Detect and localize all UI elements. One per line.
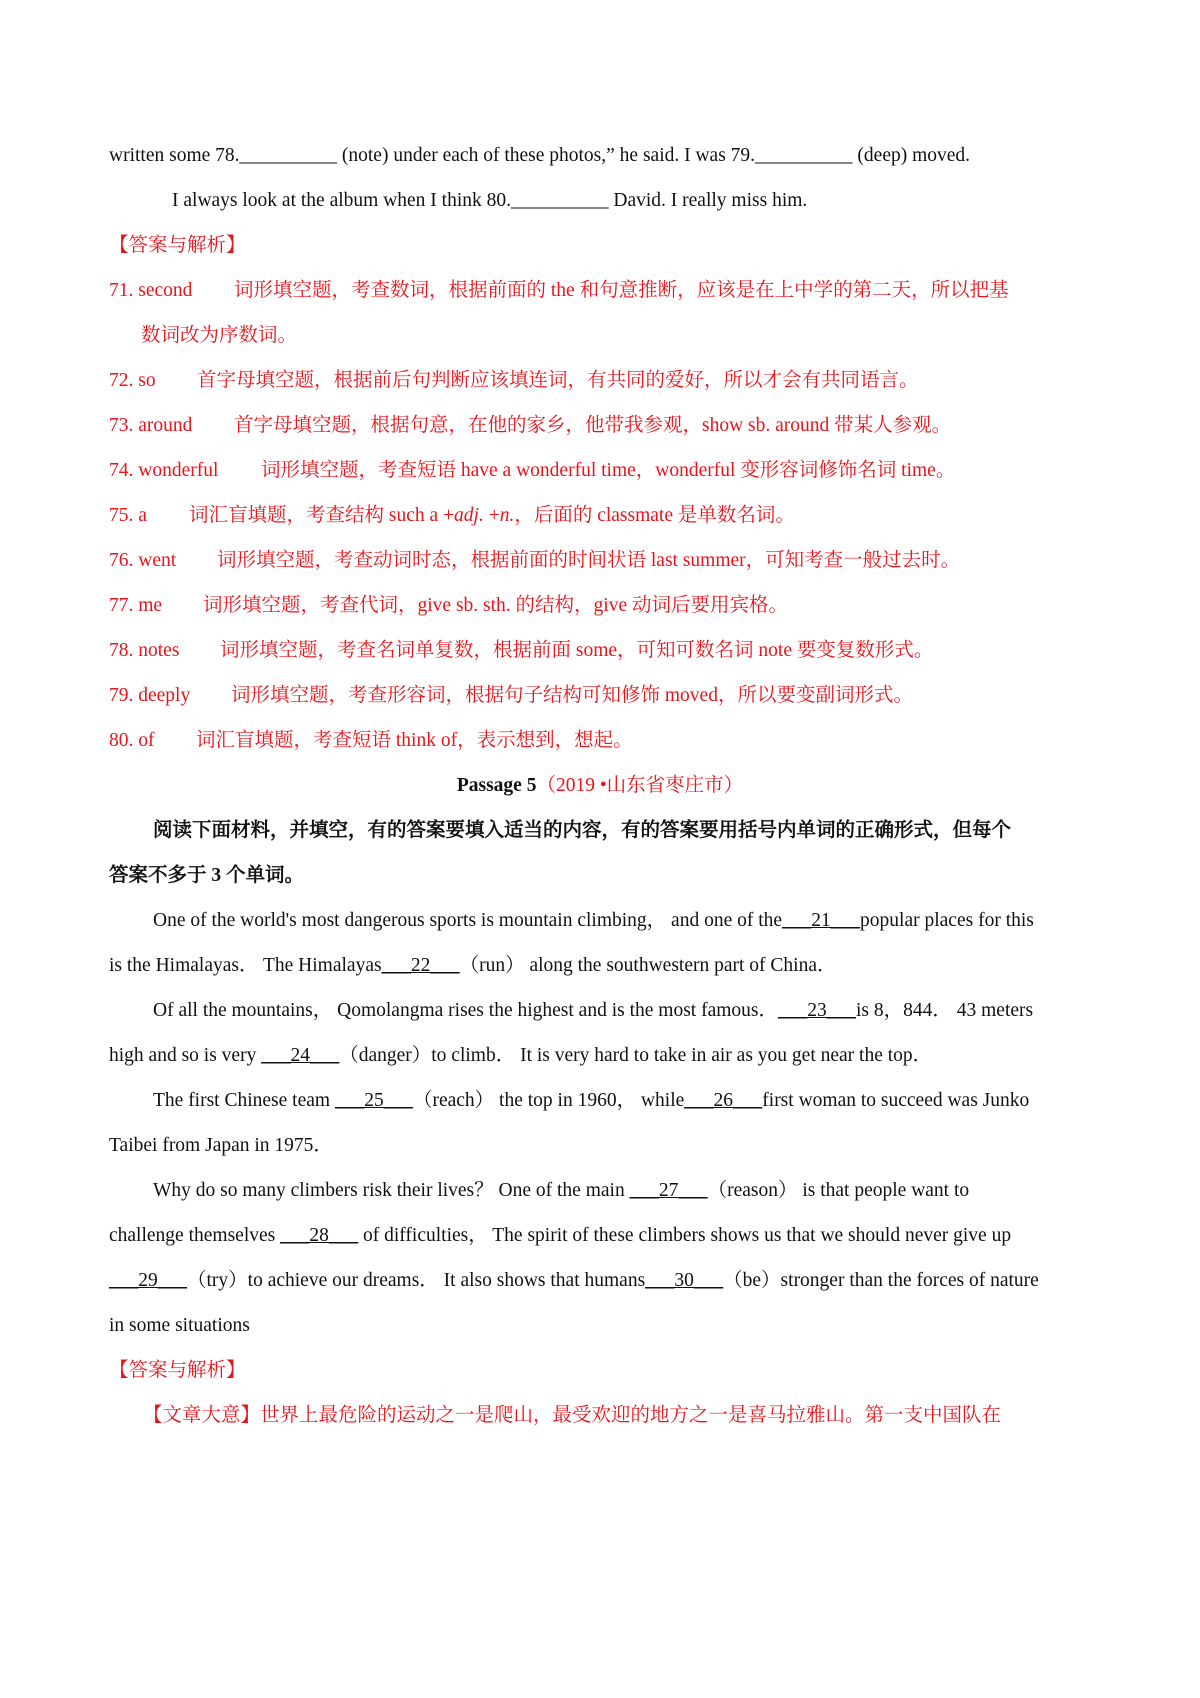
answer-79 bbox=[109, 682, 1100, 710]
answer-header: 【答案与解析】 bbox=[109, 235, 246, 256]
passage-p2-line1 bbox=[109, 997, 1100, 1025]
text-run: （run） along the southwestern part of China． bbox=[459, 955, 837, 976]
passage-source: （2019 •山东省枣庄市） bbox=[536, 775, 744, 796]
blank-21: ___21___ bbox=[782, 910, 861, 931]
passage-p3-line1 bbox=[109, 1087, 1100, 1115]
answer-explanation: 首字母填空题，根据句意，在他的家乡，他带我参观，show sb. around 带某人参观。 bbox=[234, 415, 952, 436]
passage-p4-line2 bbox=[109, 1222, 1100, 1250]
explanation-part: 词汇盲填题，考查结构 such a + bbox=[189, 505, 455, 526]
blank-26: ___26___ bbox=[684, 1090, 763, 1111]
answer-key: 80. of bbox=[109, 730, 155, 751]
summary-text: 世界上最危险的运动之一是爬山，最受欢迎的地方之一是喜马拉雅山。第一支中国队在 bbox=[260, 1405, 1002, 1426]
passage-p4-line4: in some situations bbox=[109, 1315, 250, 1336]
text-run: （try）to achieve our dreams． It also shows that humans bbox=[187, 1270, 646, 1291]
blank-28: ___28___ bbox=[280, 1225, 359, 1246]
explanation-part: + bbox=[483, 505, 500, 526]
answer-key: 71. second bbox=[109, 280, 193, 301]
passage-p2-line2 bbox=[109, 1042, 1100, 1070]
text-run: The first Chinese team bbox=[153, 1090, 331, 1111]
passage4-line-78-79: written some 78.__________ (note) under each of these photos,” he said. I was 79.__________ (deep) moved. bbox=[109, 145, 971, 166]
passage-title bbox=[0, 772, 1200, 800]
explanation-italic: adj. bbox=[454, 505, 484, 526]
passage-title-text: Passage 5 bbox=[456, 775, 537, 796]
explanation-part: ，后面的 classmate 是单数名词。 bbox=[514, 505, 795, 526]
answer-explanation: 词形填空题，考查形容词，根据句子结构可知修饰 moved，所以要变副词形式。 bbox=[231, 685, 913, 706]
answer-72 bbox=[109, 367, 1100, 395]
answer-78 bbox=[109, 637, 1100, 665]
answer-71-continued: 数词改为序数词。 bbox=[141, 325, 298, 346]
answer-explanation: 词形填空题，考查数词，根据前面的 the 和句意推断，应该是在上中学的第二天，所以把基 bbox=[234, 280, 1009, 301]
blank-30: ___30___ bbox=[645, 1270, 724, 1291]
text-run: popular places for this bbox=[860, 910, 1034, 931]
answer-explanation: 词形填空题，考查短语 have a wonderful time，wonderful 变形容词修饰名词 time。 bbox=[261, 460, 956, 481]
passage4-line-80: I always look at the album when I think 80.__________ David. I really miss him. bbox=[172, 190, 808, 211]
answer-key: 79. deeply bbox=[109, 685, 191, 706]
answer-key: 72. so bbox=[109, 370, 156, 391]
answer-explanation: 首字母填空题，根据前后句判断应该填连词，有共同的爱好，所以才会有共同语言。 bbox=[197, 370, 919, 391]
summary-label: 【文章大意】 bbox=[143, 1405, 261, 1426]
text-run: challenge themselves bbox=[109, 1225, 276, 1246]
text-run: of difficulties， The spirit of these climbers shows us that we should never give up bbox=[362, 1225, 1012, 1246]
passage-p4-line3 bbox=[109, 1267, 1100, 1295]
passage-p1-line1 bbox=[109, 907, 1100, 935]
answer-explanation: 词形填空题，考查代词，give sb. sth. 的结构，give 动词后要用宾格。 bbox=[203, 595, 788, 616]
answer-explanation bbox=[189, 505, 795, 526]
answer-explanation: 词形填空题，考查名词单复数，根据前面 some，可知可数名词 note 要变复数形式。 bbox=[220, 640, 934, 661]
explanation-italic: n. bbox=[499, 505, 515, 526]
blank-23: ___23___ bbox=[778, 1000, 856, 1021]
text-run: is 8，844． 43 meters bbox=[856, 1000, 1034, 1021]
answer-header-2: 【答案与解析】 bbox=[109, 1360, 246, 1381]
text-run: （danger）to climb． It is very hard to take in air as you get near the top． bbox=[339, 1045, 933, 1066]
blank-22: ___22___ bbox=[381, 955, 460, 976]
answer-77 bbox=[109, 592, 1100, 620]
text-run: first woman to succeed was Junko bbox=[762, 1090, 1030, 1111]
answer-explanation: 词汇盲填题，考查短语 think of，表示想到，想起。 bbox=[196, 730, 633, 751]
text-run: One of the world's most dangerous sports is mountain climbing， and one of the bbox=[153, 910, 783, 931]
answer-key: 73. around bbox=[109, 415, 193, 436]
text-run: （reason） is that people want to bbox=[707, 1180, 970, 1201]
blank-29: ___29___ bbox=[109, 1270, 187, 1291]
answer-key: 74. wonderful bbox=[109, 460, 219, 481]
instruction-line-2: 答案不多于 3 个单词。 bbox=[109, 865, 305, 886]
passage-p4-line1 bbox=[109, 1177, 1100, 1205]
answer-76 bbox=[109, 547, 1100, 575]
answer-80 bbox=[109, 727, 1100, 755]
blank-25: ___25___ bbox=[334, 1090, 413, 1111]
answer-71 bbox=[109, 277, 1100, 305]
text-run: Of all the mountains， Qomolangma rises the highest and is the most famous． bbox=[153, 1000, 778, 1021]
text-run: Why do so many climbers risk their lives？ One of the main bbox=[153, 1180, 625, 1201]
text-run: is the Himalayas． The Himalayas bbox=[109, 955, 382, 976]
answer-key: 75. a bbox=[109, 505, 147, 526]
instruction-line-1: 阅读下面材料，并填空，有的答案要填入适当的内容，有的答案要用括号内单词的正确形式，但每个 bbox=[153, 820, 1012, 841]
answer-key: 76. went bbox=[109, 550, 177, 571]
text-run: （be）stronger than the forces of nature bbox=[723, 1270, 1039, 1291]
text-run: （reach） the top in 1960， while bbox=[412, 1090, 685, 1111]
text-run: high and so is very bbox=[109, 1045, 257, 1066]
blank-24: ___24___ bbox=[261, 1045, 340, 1066]
answer-73 bbox=[109, 412, 1100, 440]
summary-line bbox=[109, 1402, 1100, 1430]
passage-p1-line2 bbox=[109, 952, 1100, 980]
passage-p3-line2: Taibei from Japan in 1975． bbox=[109, 1135, 333, 1156]
blank-27: ___27___ bbox=[629, 1180, 708, 1201]
answer-74 bbox=[109, 457, 1100, 485]
answer-75 bbox=[109, 502, 1100, 530]
answer-explanation: 词形填空题，考查动词时态，根据前面的时间状语 last summer，可知考查一般过去时。 bbox=[217, 550, 961, 571]
answer-key: 77. me bbox=[109, 595, 163, 616]
answer-key: 78. notes bbox=[109, 640, 180, 661]
